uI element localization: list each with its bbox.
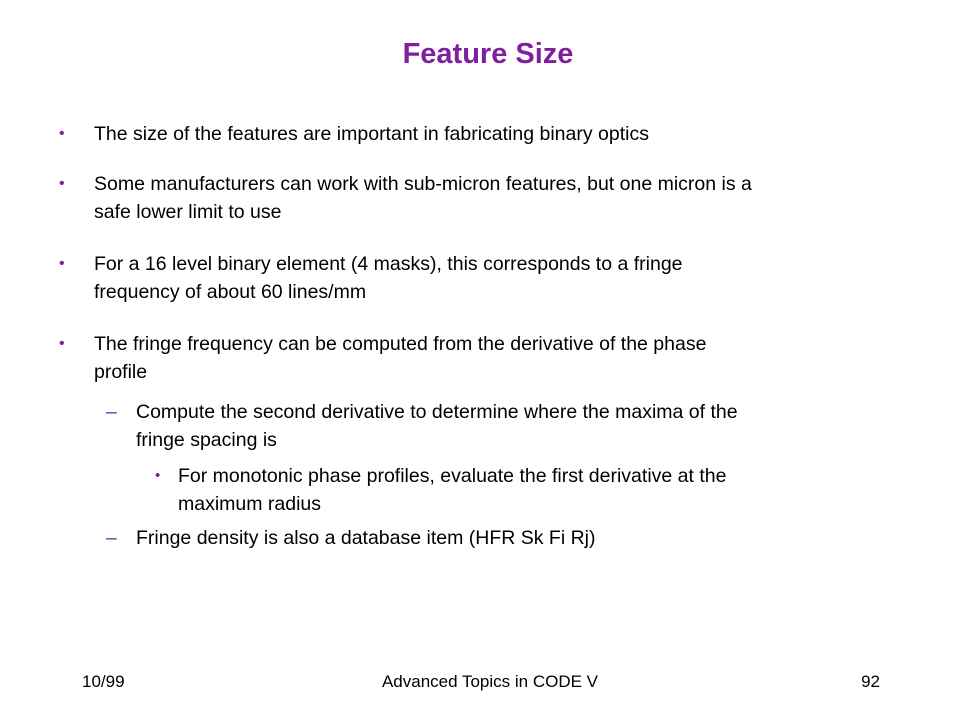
bullet-item xyxy=(94,250,934,306)
bullet-text-line: The fringe frequency can be computed from the derivative of the phase xyxy=(94,333,707,355)
sub-item xyxy=(136,398,936,454)
sub-sub-item-text-line: maximum radius xyxy=(178,493,322,515)
bullet-text: The size of the features are important in fabricating binary optics xyxy=(94,123,649,145)
sub-item xyxy=(136,524,596,552)
bullet-marker: • xyxy=(59,175,65,192)
bullet-item xyxy=(94,330,934,386)
slide-title: Feature Size xyxy=(402,38,574,70)
bullet-item xyxy=(94,120,649,148)
footer-page-number: 92 xyxy=(861,672,880,691)
bullet-marker: • xyxy=(59,335,65,352)
bullet-marker: • xyxy=(59,255,65,272)
bullet-item xyxy=(94,170,934,226)
bullet-text-line: Some manufacturers can work with sub-micron features, but one micron is a xyxy=(94,173,752,195)
sub-item-text-line: Compute the second derivative to determine where the maxima of the xyxy=(136,401,738,423)
sub-item-marker: – xyxy=(106,527,117,549)
sub-sub-item-marker: • xyxy=(155,467,161,484)
sub-sub-item xyxy=(178,462,938,518)
bullet-text-line: profile xyxy=(94,361,148,383)
bullet-text-line: safe lower limit to use xyxy=(94,201,282,223)
footer-date: 10/99 xyxy=(82,672,125,691)
sub-item-text: Fringe density is also a database item (HFR Sk Fi Rj) xyxy=(136,527,596,549)
bullet-text-line: For a 16 level binary element (4 masks), this corresponds to a fringe xyxy=(94,253,683,275)
sub-item-text-line: fringe spacing is xyxy=(136,429,277,451)
footer-title: Advanced Topics in CODE V xyxy=(381,672,599,691)
sub-sub-item-text-line: For monotonic phase profiles, evaluate the first derivative at the xyxy=(178,465,727,487)
bullet-text-line: frequency of about 60 lines/mm xyxy=(94,281,367,303)
bullet-marker: • xyxy=(59,125,65,142)
sub-item-marker: – xyxy=(106,401,117,423)
